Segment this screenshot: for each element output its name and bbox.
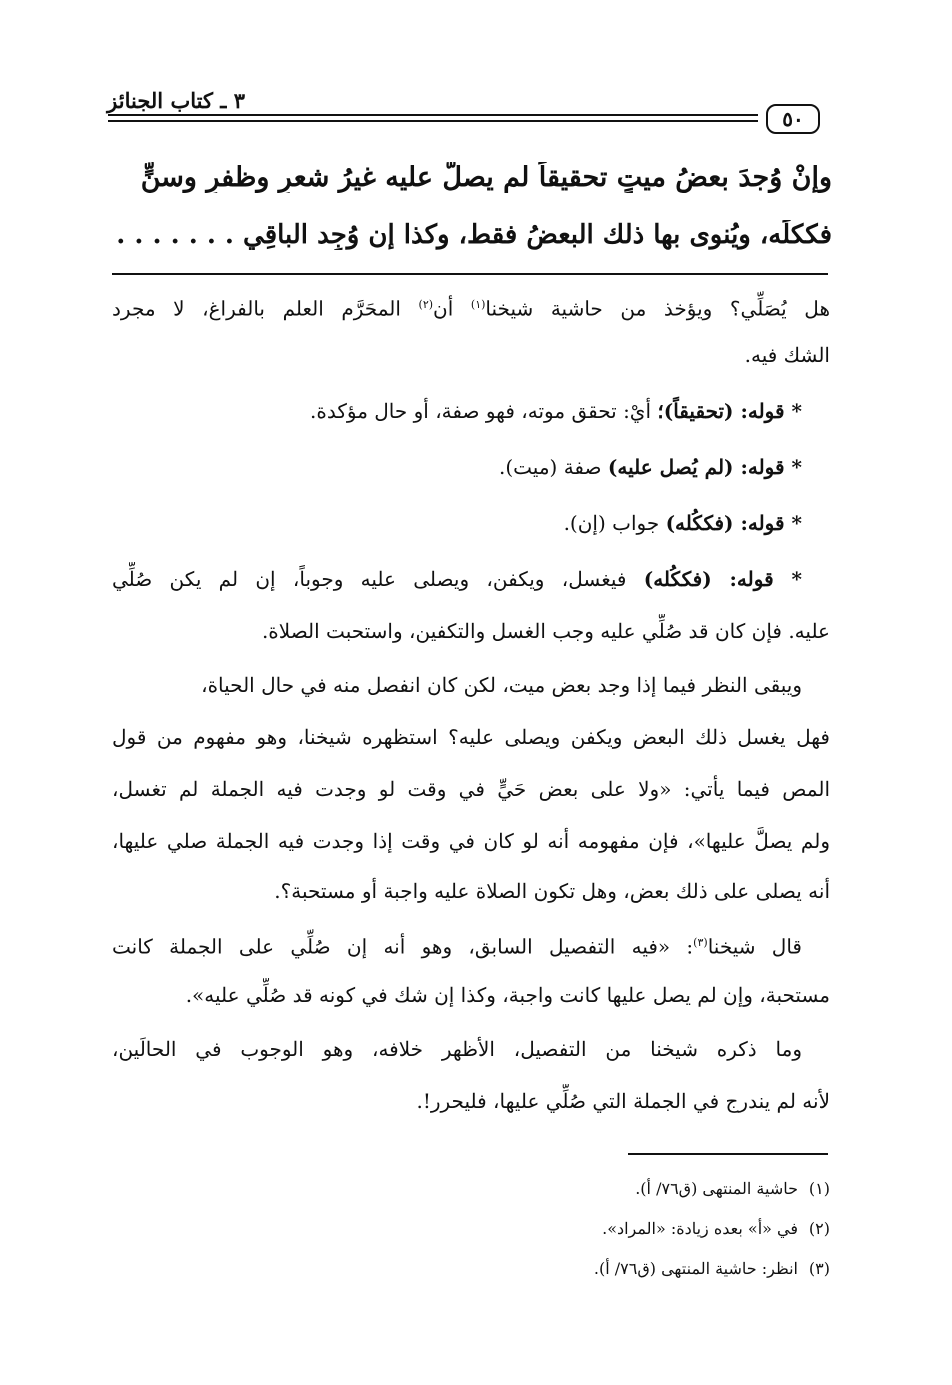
qawl-label: * قوله: (فككُله) <box>643 567 802 591</box>
body-line: هل يُصَلِّي؟ ويؤخذ من حاشية شيخنا$^{(١)}$ أن$^{(٢)}$ المحَرَّم العلم بالفراغ، لا مجرد <box>112 296 830 321</box>
body-line: أنه يصلى على ذلك بعض، وهل تكون الصلاة عليه واجبة أو مستحبة؟. <box>274 879 830 903</box>
body-line: عليه. فإن كان قد صُلِّي عليه وجب الغسل والتكفين، واستحبت الصلاة. <box>261 619 830 643</box>
body-line: قال شيخنا$^{(٣)}$: «فيه التفصيل السابق، وهو أنه إن صُلِّي على الجملة كانت <box>112 934 802 959</box>
footnote-1: (١)حاشية المنتهى (ق٧٦/ أ). <box>635 1179 830 1198</box>
footnote-ref-3[interactable]: (٣) <box>693 936 708 949</box>
qawl-item: * قوله: (فككُله) فيغسل، ويكفن، ويصلى عليه وجوباً، إن لم يكن صُلِّي <box>112 567 802 591</box>
footnote-separator <box>628 1153 828 1155</box>
body-line: وما ذكره شيخنا من التفصيل، الأظهر خلافه، وهو الوجوب في الحالَين، <box>112 1037 802 1061</box>
body-line: فهل يغسل ذلك البعض ويكفن ويصلى عليه؟ استظهره شيخنا، وهو مفهوم من قول <box>112 725 830 749</box>
qawl-label: * قوله: (فككُله) <box>665 511 802 535</box>
body-line: لأنه لم يندرج في الجملة التي صُلِّي عليها، فليحرر!. <box>416 1089 830 1113</box>
page-number: ٥٠ <box>766 104 820 134</box>
body-line: ويبقى النظر فيما إذا وجد بعض ميت، لكن كان انفصل منه في حال الحياة، <box>201 673 802 697</box>
body-line: ولم يصلَّ عليها»، فإن مفهومه أنه لو كان في وقت إذا وجدت فيه الجملة صلي عليها، <box>112 829 830 853</box>
matn-separator <box>112 273 828 275</box>
matn-line-1: وإنْ وُجدَ بعضُ ميتٍ تحقيقاً لم يصلَّ عليه غيرُ شعرٍ وظفرٍ وسنٍّ <box>140 162 832 193</box>
qawl-label: * قوله: (تحقيقاً)؛ <box>657 399 802 423</box>
footnote-ref-1[interactable]: (١) <box>470 298 486 311</box>
footnote-ref-2[interactable]: (٢) <box>418 298 434 311</box>
header-rule-double <box>108 120 758 122</box>
body-line: الشك فيه. <box>744 343 830 367</box>
qawl-item: * قوله: (فككُله) جواب (إن). <box>563 511 802 535</box>
qawl-item: * قوله: (لم يُصل عليه) صفة (ميت). <box>499 455 802 479</box>
header-rule <box>108 114 758 116</box>
matn-line-2: فككلِّه، ويُنوى بها ذلك البعضُ فقط، وكذا إن وُجِد الباقِي . . . . . . . <box>116 220 832 250</box>
qawl-item: * قوله: (تحقيقاً)؛ أيْ: تحقق موته، فهو صفة، أو حال مؤكدة. <box>310 399 802 423</box>
footnote-3: (٣)انظر: حاشية المنتهى (ق٧٦/ أ). <box>593 1259 830 1278</box>
body-line: المص فيما يأتي: «ولا على بعض حَيٍّ في وقت لو وجدت فيه الجملة لم تغسل، <box>112 777 830 801</box>
qawl-label: * قوله: (لم يُصل عليه) <box>607 455 802 479</box>
body-line: مستحبة، وإن لم يصل عليها كانت واجبة، وكذا إن شك في كونه قد صُلِّي عليه». <box>185 983 830 1007</box>
running-title: ٣ ـ كتاب الجنائز <box>107 88 245 113</box>
footnote-2: (٢)في «أ» بعده زيادة: «المراد». <box>602 1219 830 1238</box>
